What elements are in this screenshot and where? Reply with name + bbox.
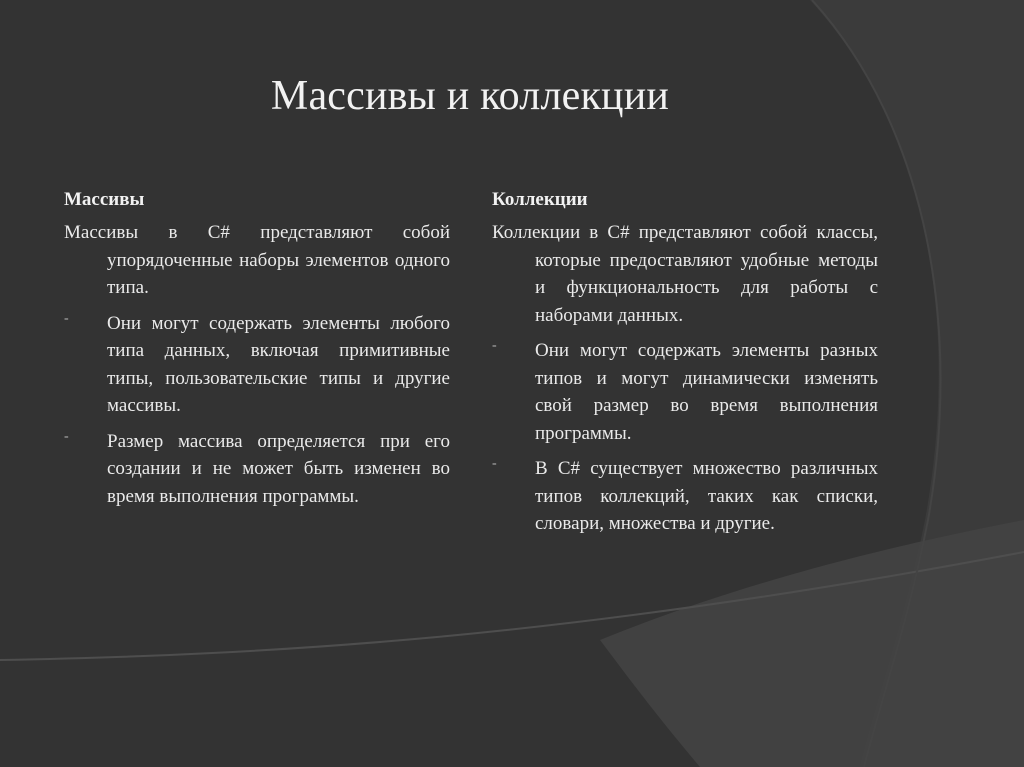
list-item — [492, 455, 878, 538]
arrays-column — [64, 186, 450, 518]
list-item-text: Они могут содержать элементы любого типа данных, включая примитивные типы, пользовательские типы и другие массивы. — [107, 312, 450, 416]
list-item-text: Они могут содержать элементы разных типов и могут динамически изменять свой размер во время выполнения программы. — [535, 340, 878, 444]
collections-intro: Коллекции в C# представляют собой классы, которые предоставляют удобные методы и функциональность для работы с наборами данных. — [492, 222, 878, 326]
collections-column — [492, 186, 878, 546]
arrays-heading: Массивы — [64, 189, 145, 210]
bullet-icon: - — [492, 456, 497, 471]
list-item — [492, 337, 878, 447]
collections-list — [492, 337, 878, 538]
list-item — [64, 310, 450, 420]
bullet-icon: - — [64, 310, 69, 326]
slide-title: Массивы и коллекции — [270, 73, 670, 119]
list-item — [64, 428, 450, 511]
bullet-icon: - — [64, 428, 69, 444]
bullet-icon: - — [492, 338, 497, 353]
arrays-list — [64, 310, 450, 511]
list-item-text: В C# существует множество различных типов коллекций, таких как списки, словари, множества и другие. — [535, 458, 878, 534]
arrays-intro: Массивы в C# представляют собой упорядоченные наборы элементов одного типа. — [64, 222, 450, 298]
collections-heading: Коллекции — [492, 189, 588, 210]
list-item-text: Размер массива определяется при его создании и не может быть изменен во время выполнения программы. — [107, 430, 450, 507]
